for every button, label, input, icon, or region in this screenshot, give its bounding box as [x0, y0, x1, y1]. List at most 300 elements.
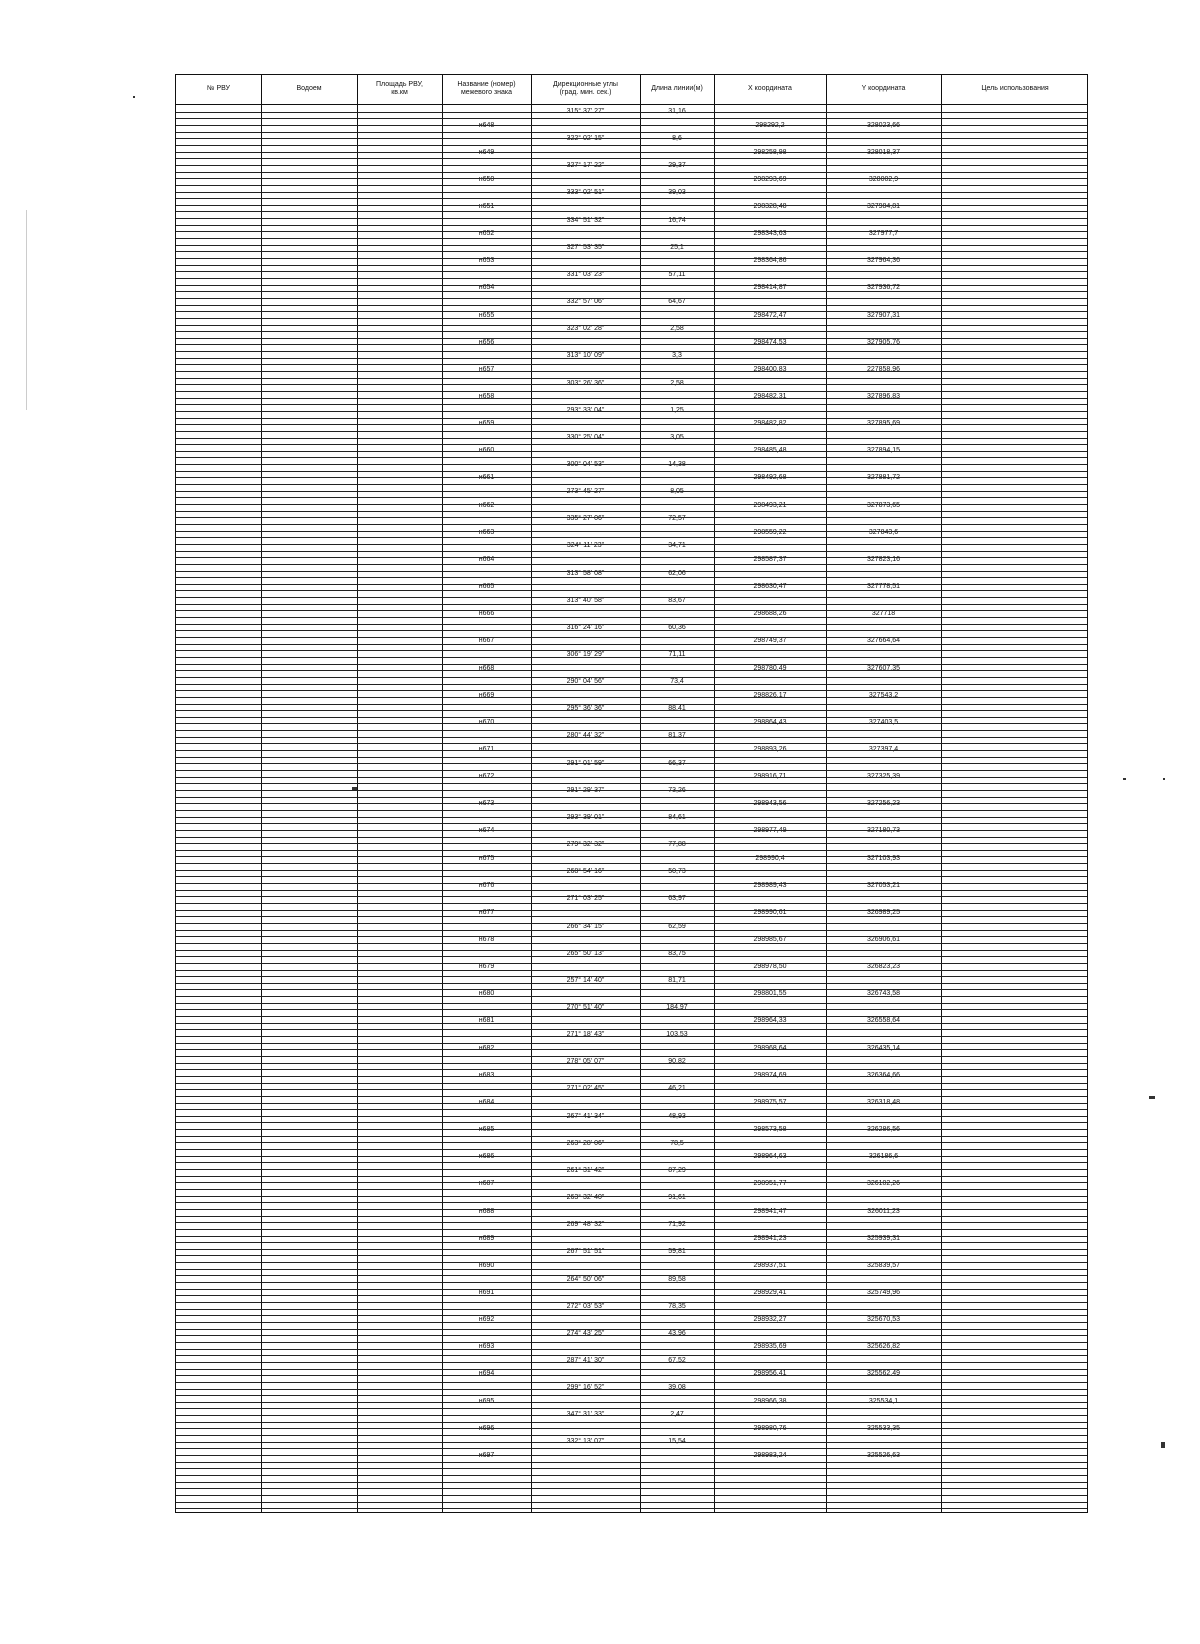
x-coordinate-cell: 298493,21	[753, 501, 787, 509]
row-line	[176, 1162, 1087, 1163]
row-line	[176, 1249, 1087, 1250]
row-line	[176, 856, 1087, 857]
row-line	[176, 185, 1087, 186]
y-coordinate-cell: 327843,6	[868, 528, 899, 536]
boundary-mark-cell: н665	[478, 583, 495, 590]
row-line	[176, 604, 1087, 605]
row-line	[176, 1502, 1087, 1503]
row-line	[176, 497, 1087, 498]
directional-angle-cell: 266° 34' 15"	[566, 922, 605, 930]
row-line	[176, 152, 1087, 153]
row-line	[176, 710, 1087, 711]
directional-angle-cell: 271° 03' 25"	[566, 895, 605, 903]
row-line	[176, 930, 1087, 931]
line-length-cell: 81,37	[668, 732, 686, 740]
row-line	[176, 192, 1087, 193]
directional-angle-cell: 293° 33' 04"	[566, 406, 605, 414]
boundary-mark-cell: н666	[478, 610, 495, 618]
row-line	[176, 1122, 1087, 1123]
line-length-cell: 84,61	[668, 813, 686, 821]
row-line	[176, 850, 1087, 851]
row-line	[176, 1103, 1087, 1104]
y-coordinate-cell: 326102,26	[866, 1180, 901, 1188]
row-line	[176, 1329, 1087, 1330]
row-line	[176, 265, 1087, 266]
row-line	[176, 1216, 1087, 1217]
row-line	[176, 584, 1087, 585]
x-coordinate-cell: 298951,77	[753, 1180, 787, 1188]
row-line	[176, 338, 1087, 339]
row-line	[176, 577, 1087, 578]
directional-angle-cell: 334° 51' 32"	[566, 216, 605, 224]
y-coordinate-cell: 327403,5	[868, 718, 899, 726]
line-length-cell: 15,54	[668, 1438, 686, 1446]
x-coordinate-cell: 298328,48	[753, 202, 787, 210]
y-coordinate-cell: 327896,83	[866, 393, 901, 400]
line-length-cell: 14,38	[668, 460, 686, 468]
row-line	[176, 438, 1087, 439]
directional-angle-cell: 313° 10' 09"	[566, 352, 605, 360]
directional-angle-cell: 327° 53' 35"	[566, 243, 605, 251]
row-line	[176, 544, 1087, 545]
row-line	[176, 211, 1087, 212]
x-coordinate-cell: 298472,47	[753, 311, 787, 319]
row-line	[176, 1322, 1087, 1323]
row-line	[176, 843, 1087, 844]
row-line	[176, 125, 1087, 126]
boundary-mark-cell: н658	[478, 393, 495, 400]
row-line	[176, 876, 1087, 877]
row-line	[176, 551, 1087, 552]
line-length-cell: 71,11	[668, 651, 686, 658]
row-line	[176, 1269, 1087, 1270]
row-line	[176, 590, 1087, 591]
row-line	[176, 1142, 1087, 1143]
row-line	[176, 358, 1087, 359]
header-usage-purpose: Цель использования	[981, 85, 1049, 92]
row-line	[176, 777, 1087, 778]
row-line	[176, 1275, 1087, 1276]
x-coordinate-cell: 298968,64	[753, 1044, 787, 1052]
row-line	[176, 803, 1087, 804]
row-line	[176, 797, 1087, 798]
directional-angle-cell: 257° 14' 40"	[566, 976, 605, 984]
directional-angle-cell: 333° 02' 51"	[566, 189, 605, 197]
row-line	[176, 1342, 1087, 1343]
scan-speck	[1163, 778, 1165, 780]
boundary-mark-cell: н683	[478, 1071, 495, 1079]
row-line	[176, 597, 1087, 598]
row-line	[176, 617, 1087, 618]
directional-angle-cell: 332° 57' 06"	[566, 298, 605, 305]
y-coordinate-cell: 326011,23	[867, 1207, 900, 1215]
y-coordinate-cell: 326558,64	[866, 1017, 901, 1025]
row-line	[176, 903, 1087, 904]
row-line	[176, 1442, 1087, 1443]
boundary-mark-cell: н685	[478, 1126, 495, 1133]
row-line	[176, 1129, 1087, 1130]
scan-speck	[352, 787, 357, 790]
scan-speck	[1149, 1096, 1155, 1099]
boundary-mark-cell: н668	[478, 664, 495, 672]
line-length-cell: 34,71	[668, 542, 686, 550]
line-length-cell: 62,06	[668, 569, 686, 577]
line-length-cell: 3,3	[672, 352, 682, 360]
row-line	[176, 723, 1087, 724]
row-line	[176, 511, 1087, 512]
y-coordinate-cell: 328018,37	[866, 148, 901, 156]
row-line	[176, 943, 1087, 944]
line-length-cell: 71,92	[668, 1221, 686, 1229]
row-line	[176, 770, 1087, 771]
row-line	[176, 298, 1087, 299]
row-line	[176, 790, 1087, 791]
boundary-mark-cell: н686	[478, 1153, 495, 1161]
line-length-cell: 39,08	[668, 1384, 686, 1391]
row-line	[176, 916, 1087, 917]
line-length-cell: 89,58	[668, 1275, 686, 1283]
y-coordinate-cell: 327907,31	[866, 311, 901, 319]
x-coordinate-cell: 298749,37	[753, 637, 787, 645]
x-coordinate-cell: 298400,83	[753, 365, 787, 373]
x-coordinate-cell: 298932,27	[753, 1316, 787, 1324]
directional-angle-cell: 313° 58' 08"	[566, 569, 605, 577]
coordinates-table	[175, 74, 1088, 1513]
y-coordinate-cell: 327718	[871, 610, 896, 618]
directional-angle-cell: 313° 40' 58"	[566, 596, 605, 604]
row-line	[176, 344, 1087, 345]
boundary-mark-cell: н670	[478, 718, 495, 726]
row-line	[176, 1196, 1087, 1197]
row-line	[176, 1309, 1087, 1310]
row-line	[176, 717, 1087, 718]
boundary-mark-cell: н661	[478, 474, 495, 482]
x-coordinate-cell: 298978,50	[753, 963, 787, 971]
row-line	[176, 823, 1087, 824]
boundary-mark-cell: н653	[478, 257, 495, 265]
row-line	[176, 1083, 1087, 1084]
row-line	[176, 557, 1087, 558]
y-coordinate-cell: 328002,9	[868, 175, 899, 183]
row-line	[176, 1116, 1087, 1117]
line-length-cell: 72,57	[668, 515, 686, 523]
row-line	[176, 637, 1087, 638]
x-coordinate-cell: 298364,86	[753, 257, 787, 265]
row-line	[176, 158, 1087, 159]
row-line	[176, 657, 1087, 658]
row-line	[176, 610, 1087, 611]
boundary-mark-cell: н694	[478, 1370, 495, 1378]
row-line	[176, 763, 1087, 764]
row-line	[176, 983, 1087, 984]
y-coordinate-cell: 325562,49	[866, 1370, 901, 1378]
row-line	[176, 1375, 1087, 1376]
boundary-mark-cell: н691	[478, 1289, 495, 1296]
line-length-cell: 16,74	[668, 216, 686, 224]
y-coordinate-cell: 327053,21	[866, 881, 901, 889]
row-line	[176, 205, 1087, 206]
boundary-mark-cell: н687	[478, 1180, 495, 1188]
y-coordinate-cell: 326364,66	[866, 1071, 901, 1079]
line-length-cell: 77,88	[668, 841, 686, 848]
line-length-cell: 184,97	[666, 1003, 688, 1011]
row-line	[176, 1076, 1087, 1077]
row-line	[176, 1109, 1087, 1110]
boundary-mark-cell: н696	[478, 1424, 495, 1432]
x-coordinate-cell: 298293,69	[753, 175, 787, 183]
boundary-mark-cell: н680	[478, 990, 495, 998]
boundary-mark-cell: н679	[478, 963, 495, 971]
x-coordinate-cell: 298826,17	[753, 691, 787, 699]
row-line	[176, 351, 1087, 352]
line-length-cell: 2,58	[670, 325, 684, 333]
row-line	[176, 1408, 1087, 1409]
row-line	[176, 138, 1087, 139]
row-line	[176, 644, 1087, 645]
row-line	[176, 1069, 1087, 1070]
row-line	[176, 1169, 1087, 1170]
row-line	[176, 1362, 1087, 1363]
row-line	[176, 1402, 1087, 1403]
y-coordinate-cell: 327894,15	[866, 447, 901, 455]
row-line	[176, 404, 1087, 405]
boundary-mark-cell: н693	[478, 1343, 495, 1351]
y-coordinate-cell: 327895,69	[866, 420, 901, 428]
directional-angle-cell: 263° 28' 06"	[566, 1139, 605, 1147]
directional-angle-cell: 335° 27' 06"	[566, 515, 605, 523]
x-coordinate-cell: 298258,98	[753, 148, 787, 156]
line-length-cell: 83,67	[668, 596, 686, 604]
directional-angle-cell: 322° 02' 15"	[566, 135, 605, 143]
row-line	[176, 896, 1087, 897]
boundary-mark-cell: н675	[478, 854, 495, 862]
x-coordinate-cell: 298974,69	[753, 1071, 787, 1079]
header-line-length: Длина линии(м)	[651, 85, 703, 92]
boundary-mark-cell: н678	[478, 936, 495, 943]
x-coordinate-cell: 298989,43	[753, 881, 787, 889]
row-line	[176, 477, 1087, 478]
row-line	[176, 424, 1087, 425]
boundary-mark-cell: н659	[478, 420, 495, 428]
header-rvu-number: № РВУ	[206, 85, 230, 92]
directional-angle-cell: 278° 05' 07"	[566, 1058, 605, 1066]
x-coordinate-cell: 298492,68	[753, 474, 787, 482]
row-line	[176, 1189, 1087, 1190]
boundary-mark-cell: н681	[478, 1017, 495, 1025]
row-line	[176, 491, 1087, 492]
row-line	[176, 258, 1087, 259]
line-length-cell: 64,67	[668, 298, 686, 305]
line-length-cell: 62,59	[668, 922, 686, 930]
boundary-mark-cell: н682	[478, 1044, 495, 1052]
line-length-cell: 29,37	[668, 162, 686, 170]
directional-angle-cell: 323° 02' 28"	[566, 325, 605, 333]
row-line	[176, 963, 1087, 964]
line-length-cell: 2,47	[670, 1411, 684, 1419]
row-line	[176, 1255, 1087, 1256]
y-coordinate-cell: 327664,64	[866, 637, 901, 645]
row-line	[176, 1382, 1087, 1383]
row-line	[176, 1448, 1087, 1449]
line-length-cell: 91,61	[668, 1194, 686, 1201]
directional-angle-cell: 330° 25' 04"	[566, 433, 605, 441]
row-line	[176, 1315, 1087, 1316]
row-line	[176, 1495, 1087, 1496]
directional-angle-cell: 347° 31' 33"	[566, 1411, 605, 1419]
row-line	[176, 1262, 1087, 1263]
directional-angle-cell: 272° 03' 53"	[566, 1302, 605, 1310]
row-line	[176, 1156, 1087, 1157]
boundary-mark-cell: н690	[478, 1261, 495, 1269]
directional-angle-cell: 274° 43' 25"	[566, 1329, 605, 1337]
y-coordinate-cell: 327397,4	[868, 745, 899, 753]
boundary-mark-cell: н652	[478, 230, 495, 238]
row-line	[176, 1202, 1087, 1203]
boundary-mark-cell: н654	[478, 284, 495, 292]
row-line	[176, 431, 1087, 432]
x-coordinate-cell: 298780,49	[753, 664, 787, 672]
x-coordinate-cell: 298916,71	[753, 773, 787, 781]
y-coordinate-cell: 227858,96	[866, 365, 901, 373]
row-line	[176, 172, 1087, 173]
row-line	[176, 1089, 1087, 1090]
row-line	[176, 278, 1087, 279]
row-line	[176, 1295, 1087, 1296]
y-coordinate-cell: 325749,96	[866, 1289, 901, 1296]
y-coordinate-cell: 327256,23	[866, 800, 901, 808]
line-length-cell: 8,05	[670, 488, 684, 496]
row-line	[176, 664, 1087, 665]
row-line	[176, 624, 1087, 625]
x-coordinate-cell: 298482,31	[753, 393, 787, 400]
row-line	[176, 704, 1087, 705]
row-line	[176, 285, 1087, 286]
row-line	[176, 471, 1087, 472]
row-line	[176, 112, 1087, 113]
row-line	[176, 1282, 1087, 1283]
x-coordinate-cell: 298990,4	[755, 854, 785, 862]
row-line	[176, 650, 1087, 651]
directional-angle-cell: 268° 54' 16"	[566, 868, 605, 876]
line-length-cell: 73,26	[668, 786, 686, 794]
row-line	[176, 970, 1087, 971]
row-line	[176, 318, 1087, 319]
line-length-cell: 25,1	[670, 243, 684, 251]
row-line	[176, 817, 1087, 818]
line-length-cell: 50,73	[668, 868, 686, 876]
row-line	[176, 311, 1087, 312]
row-line	[176, 883, 1087, 884]
y-coordinate-cell: 327823,16	[866, 555, 901, 563]
row-line	[176, 178, 1087, 179]
row-line	[176, 331, 1087, 332]
line-length-cell: 73,4	[670, 678, 684, 686]
row-line	[176, 325, 1087, 326]
header-rvu-area: Площадь РВУ, кв.км	[376, 81, 423, 96]
x-coordinate-cell: 298956,41	[753, 1370, 787, 1378]
y-coordinate-cell: 325670,53	[866, 1316, 901, 1324]
line-length-cell: 48,93	[668, 1112, 686, 1120]
directional-angle-cell: 261° 31' 42"	[566, 1166, 605, 1174]
directional-angle-cell: 293° 39' 01"	[566, 813, 605, 821]
directional-angle-cell: 332° 13' 07"	[566, 1438, 605, 1446]
line-length-cell: 90,82	[668, 1058, 686, 1066]
row-line	[176, 444, 1087, 445]
boundary-mark-cell: н656	[478, 338, 495, 346]
boundary-mark-cell: н650	[478, 175, 495, 183]
x-coordinate-cell: 298943,56	[753, 800, 787, 808]
row-line	[176, 1182, 1087, 1183]
x-coordinate-cell: 298964,63	[753, 1153, 787, 1161]
row-line	[176, 1455, 1087, 1456]
y-coordinate-cell: 326435,14	[866, 1044, 901, 1052]
row-line	[176, 238, 1087, 239]
directional-angle-cell: 267° 41' 34"	[566, 1112, 605, 1120]
y-coordinate-cell: 327936,72	[866, 284, 901, 292]
x-coordinate-cell: 298414,87	[753, 284, 787, 292]
row-line	[176, 936, 1087, 937]
row-line	[176, 398, 1087, 399]
x-coordinate-cell: 298985,67	[753, 936, 787, 943]
row-line	[176, 690, 1087, 691]
row-line	[176, 231, 1087, 232]
directional-angle-cell: 273° 45' 27"	[566, 488, 605, 496]
boundary-mark-cell: н667	[478, 637, 495, 645]
row-line	[176, 1242, 1087, 1243]
line-length-cell: 78,35	[668, 1302, 686, 1310]
row-line	[176, 517, 1087, 518]
row-line	[176, 411, 1087, 412]
row-line	[176, 750, 1087, 751]
row-line	[176, 1096, 1087, 1097]
x-coordinate-cell: 298688,26	[753, 610, 787, 618]
y-coordinate-cell: 327607,35	[866, 664, 901, 672]
boundary-mark-cell: н697	[478, 1451, 495, 1459]
scan-edge-line	[26, 210, 27, 410]
y-coordinate-cell: 326906,61	[866, 936, 901, 943]
y-coordinate-cell: 327543,2	[868, 691, 899, 699]
row-line	[176, 218, 1087, 219]
row-line	[176, 1302, 1087, 1303]
row-line	[176, 863, 1087, 864]
row-line	[176, 484, 1087, 485]
y-coordinate-cell: 325534,1	[868, 1397, 899, 1405]
y-coordinate-cell: 327977,7	[868, 230, 899, 238]
x-coordinate-cell: 298964,33	[753, 1017, 787, 1025]
row-line	[176, 251, 1087, 252]
row-line	[176, 1355, 1087, 1356]
row-line	[176, 1136, 1087, 1137]
x-coordinate-cell: 298935,69	[753, 1343, 787, 1351]
row-line	[176, 1395, 1087, 1396]
line-length-cell: 60,36	[668, 623, 686, 631]
boundary-mark-cell: н677	[478, 908, 495, 916]
row-line	[176, 1428, 1087, 1429]
boundary-mark-cell: н676	[478, 881, 495, 889]
line-length-cell: 87,29	[668, 1166, 686, 1174]
boundary-mark-cell: н651	[478, 202, 495, 210]
line-length-cell: 43,96	[668, 1329, 686, 1337]
line-length-cell: 2,58	[670, 379, 684, 387]
directional-angle-cell: 300° 04' 53"	[566, 460, 605, 468]
row-line	[176, 1462, 1087, 1463]
boundary-mark-cell: н657	[478, 365, 495, 373]
y-coordinate-cell: 327103,93	[866, 854, 901, 862]
row-line	[176, 910, 1087, 911]
row-line	[176, 1435, 1087, 1436]
row-line	[176, 571, 1087, 572]
x-coordinate-cell: 298474,53	[753, 338, 787, 346]
